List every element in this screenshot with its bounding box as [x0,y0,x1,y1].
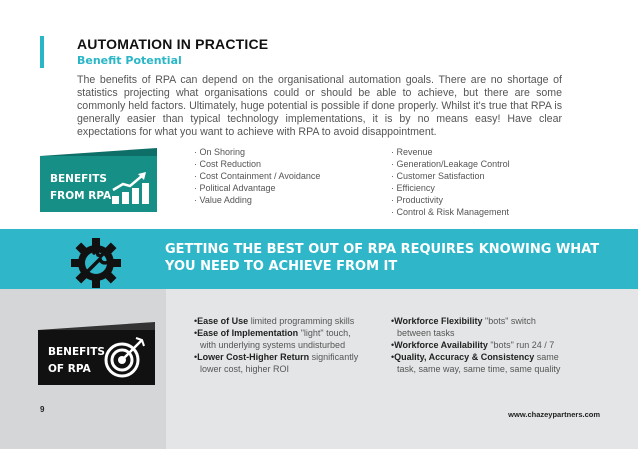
badge-label-line2: FROM RPA [50,190,112,202]
list-item: · Political Advantage [194,182,320,194]
website-link[interactable]: www.chazeypartners.com [508,410,600,419]
list-item: • Quality, Accuracy & Consistency same task, same way, same time, same quality [391,351,571,375]
list-item: · Revenue [391,146,510,158]
list-item: · On Shoring [194,146,320,158]
list-item: · Control & Risk Management [391,206,510,218]
list-item: • Workforce Flexibility "bots" switch between tasks [391,315,571,339]
banner-heading: GETTING THE BEST OUT OF RPA REQUIRES KNOWING WHAT YOU NEED TO ACHIEVE FROM IT [165,242,600,274]
badge-label-line2: OF RPA [48,363,91,375]
badge-label-line1: BENEFITS [50,173,107,185]
list-item: · Generation/Leakage Control [391,158,510,170]
list-item: · Cost Containment / Avoidance [194,170,320,182]
benefits-of-rpa-badge [38,330,155,385]
list-item: · Productivity [391,194,510,206]
list-item: • Ease of Implementation "light" touch, with underlying systems undisturbed [194,327,359,351]
badge-fold [40,148,157,156]
target-arrow-icon [100,334,150,380]
page-subtitle: Benefit Potential [77,54,182,67]
badge-fold [38,322,155,330]
benefits-list-right [391,146,510,218]
gear-wrench-icon [70,237,122,289]
list-item: • Ease of Use limited programming skills [194,315,359,327]
benefits-list-left [194,146,320,206]
features-list-left [194,315,359,375]
page-number: 9 [40,405,45,414]
benefits-from-rpa-badge [40,156,157,212]
list-item: · Cost Reduction [194,158,320,170]
title-accent-bar [40,36,44,68]
list-item: · Value Adding [194,194,320,206]
features-list-right [391,315,571,375]
badge-label-line1: BENEFITS [48,346,105,358]
growth-chart-icon [110,170,150,206]
list-item: • Workforce Availability "bots" run 24 / 7 [391,339,571,351]
page-title: AUTOMATION IN PRACTICE [77,36,269,52]
list-item: · Efficiency [391,182,510,194]
list-item: • Lower Cost-Higher Return significantly lower cost, higher ROI [194,351,359,375]
list-item: · Customer Satisfaction [391,170,510,182]
intro-paragraph: The benefits of RPA can depend on the organisational automation goals. There are no shortage of statistics projecting what organisations could or should be able to achieve, but there are some commonly held factors. Ultimately, huge potential is possible if done properly. Whilst it's true that RPA is generally easier than typical technology implementations, it is by no means easy! Have clear expectations for what you want to achieve with RPA to avoid disappointment. [77,74,562,138]
